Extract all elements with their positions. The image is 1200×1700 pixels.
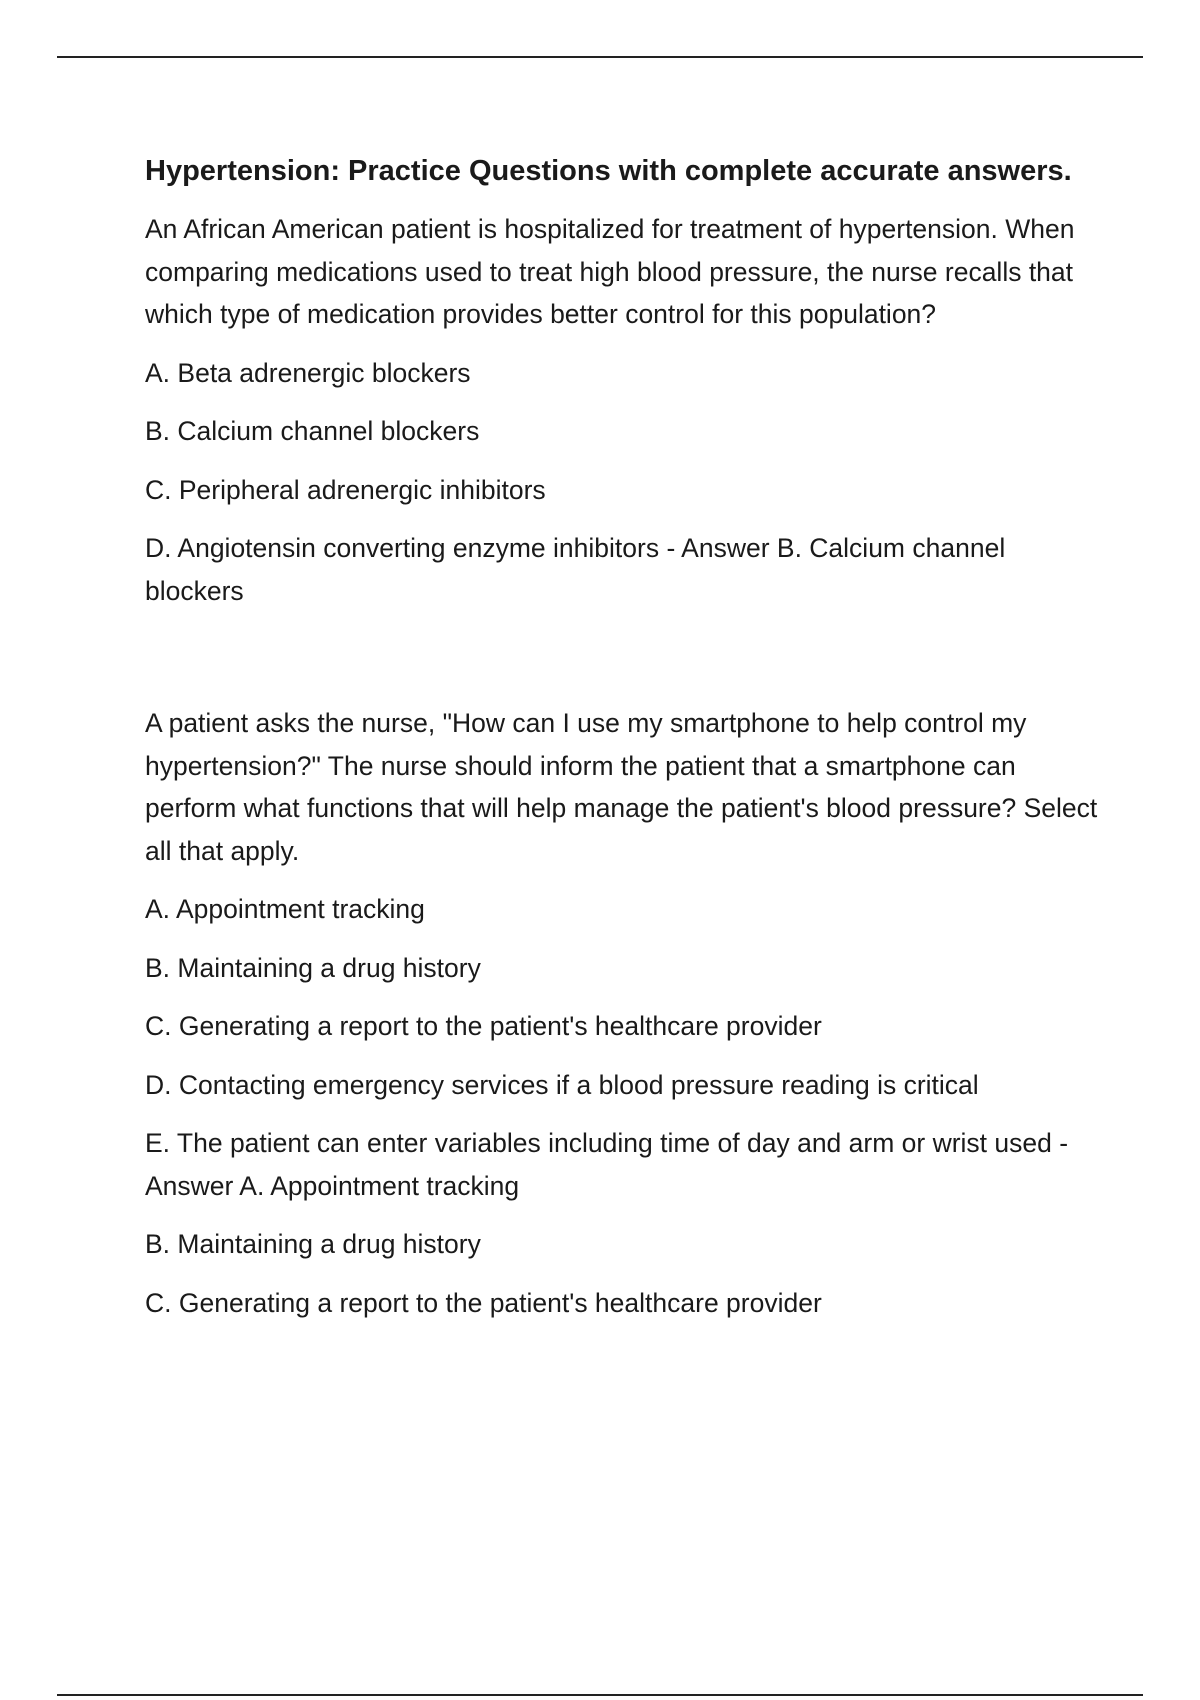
answer-option: B. Calcium channel blockers	[145, 416, 480, 446]
question-text: A patient asks the nurse, "How can I use my smartphone to help control my hypertension?" The nurse should inform the patient that a smartphone can perform what functions that will help manage the patient's blood pressure? Select all that apply.	[145, 708, 1098, 866]
header-rule	[57, 56, 1143, 58]
question-text: An African American patient is hospitalized for treatment of hypertension. When comparing medications used to treat high blood pressure, the nurse recalls that which type of medication provides better control for this population?	[145, 214, 1075, 329]
question-1	[145, 208, 1105, 612]
question-separator	[145, 628, 1105, 702]
answer-option: C. Generating a report to the patient's healthcare provider	[145, 1011, 822, 1041]
answer-option: D. Contacting emergency services if a blood pressure reading is critical	[145, 1069, 979, 1100]
question-2	[145, 702, 1105, 1324]
footer-rule	[57, 1694, 1143, 1696]
answer-option: A. Beta adrenergic blockers	[145, 357, 471, 388]
document-body	[145, 148, 1105, 1340]
answer-option: D. Angiotensin converting enzyme inhibitors - Answer B. Calcium channel blockers	[145, 533, 1006, 606]
answer-option: A. Appointment tracking	[145, 894, 425, 924]
answer-option: B. Maintaining a drug history	[145, 1229, 481, 1259]
answer-option: C. Generating a report to the patient's healthcare provider	[145, 1287, 822, 1318]
answer-option: E. The patient can enter variables including time of day and arm or wrist used - Answer A. Appointment tracking	[145, 1128, 1069, 1201]
answer-option: B. Maintaining a drug history	[145, 952, 481, 983]
answer-option: C. Peripheral adrenergic inhibitors	[145, 474, 546, 505]
document-title: Hypertension: Practice Questions with complete accurate answers.	[145, 155, 1072, 187]
